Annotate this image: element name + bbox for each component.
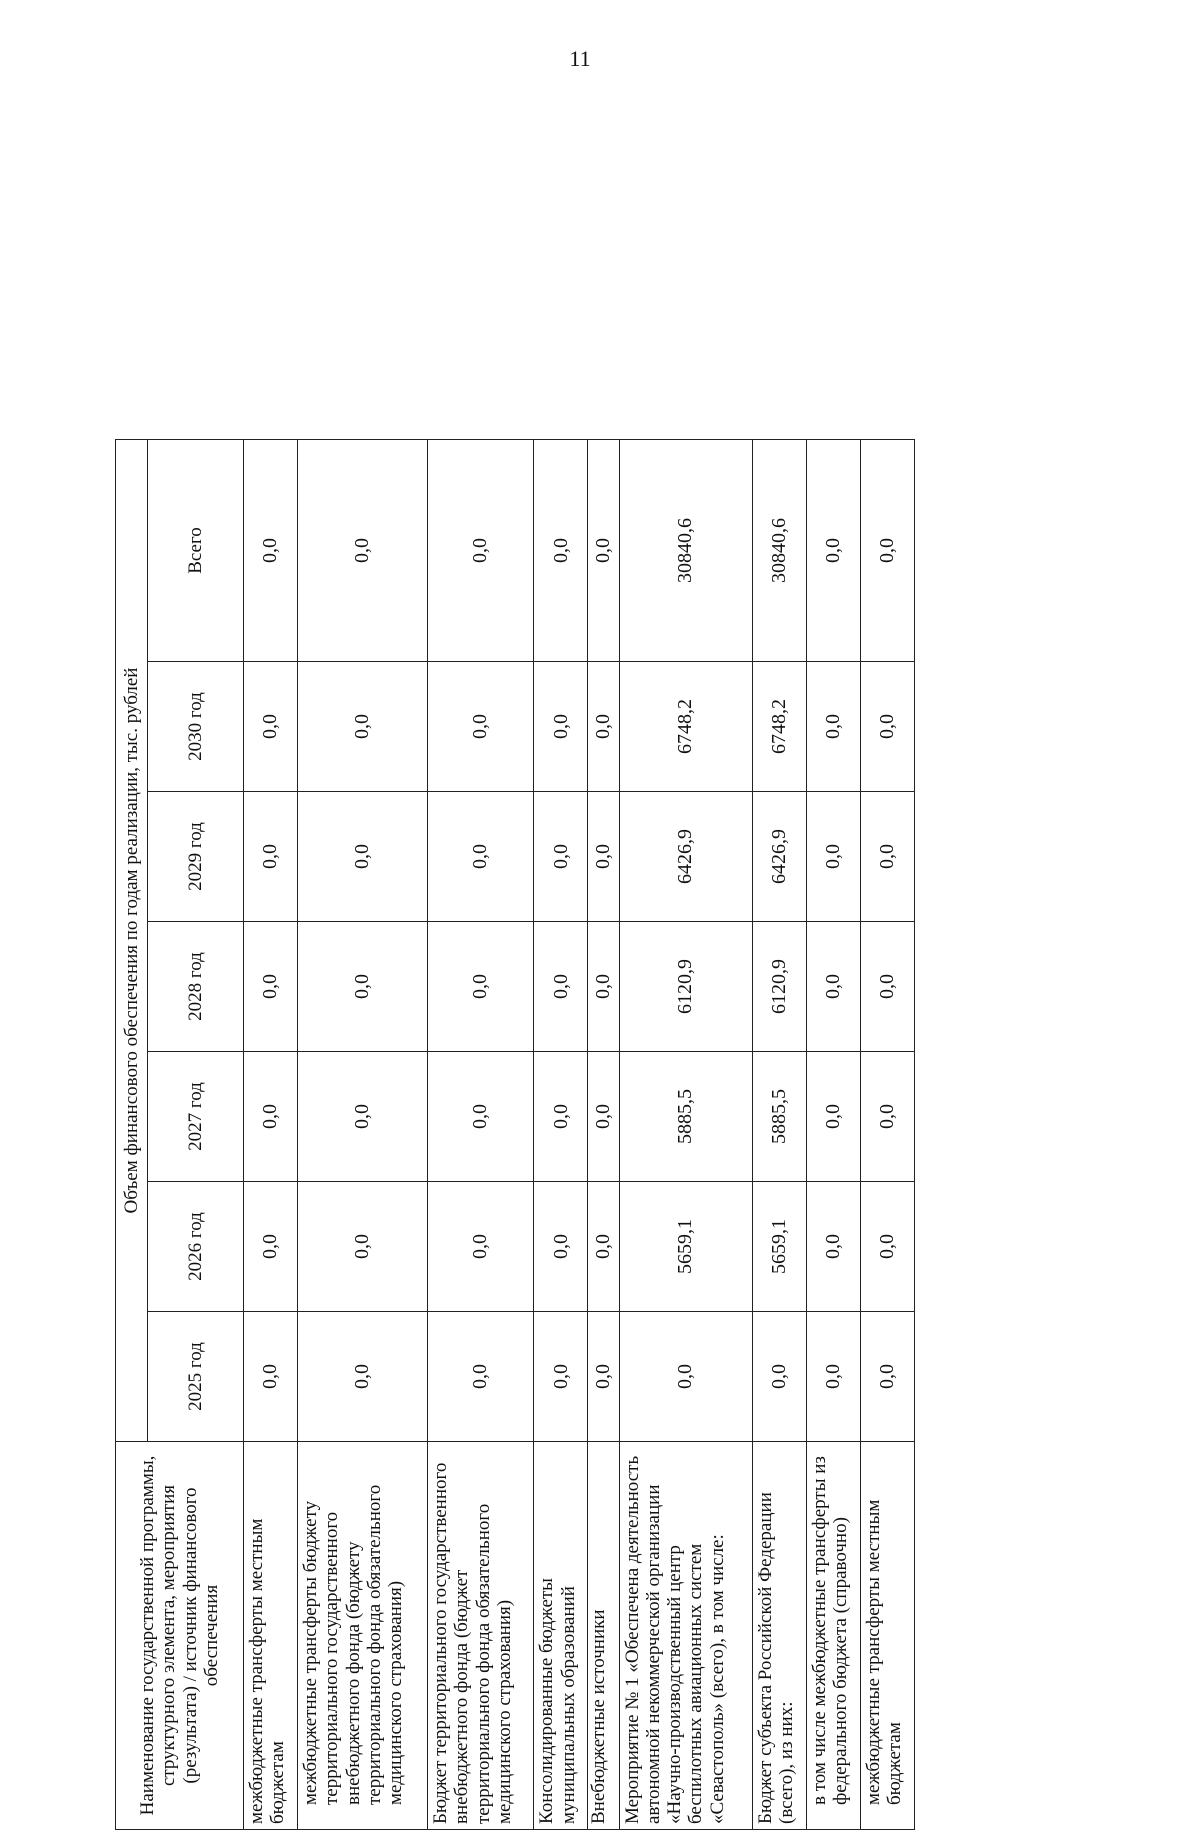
cell-value: 0,0 — [534, 440, 588, 662]
cell-value: 0,0 — [806, 1182, 860, 1312]
cell-value: 0,0 — [860, 792, 914, 922]
cell-value: 5659,1 — [619, 1182, 752, 1312]
page-number: 11 — [569, 46, 591, 71]
row-label: межбюджетные трансферты местным бюджетам — [244, 1442, 298, 1830]
cell-value: 0,0 — [619, 1312, 752, 1442]
table-row — [244, 440, 298, 1830]
cell-value: 0,0 — [298, 792, 428, 922]
cell-value: 0,0 — [428, 922, 534, 1052]
cell-value: 0,0 — [588, 1052, 619, 1182]
row-label: межбюджетные трансферты бюджету территориального государственного внебюджетного фонда (бюджету территориального фонда обязательного медицинского страхования) — [298, 1442, 428, 1830]
cell-value: 0,0 — [860, 922, 914, 1052]
cell-value: 30840,6 — [752, 440, 806, 662]
cell-value: 0,0 — [298, 1312, 428, 1442]
cell-value: 6748,2 — [752, 662, 806, 792]
cell-value: 0,0 — [534, 1182, 588, 1312]
header-year-2027: 2027 год — [148, 1052, 244, 1182]
cell-value: 0,0 — [244, 1182, 298, 1312]
header-year-2028: 2028 год — [148, 922, 244, 1052]
cell-value: 0,0 — [752, 1312, 806, 1442]
cell-value: 0,0 — [244, 922, 298, 1052]
table-row — [534, 440, 588, 1830]
header-year-2029: 2029 год — [148, 792, 244, 922]
cell-value: 6426,9 — [619, 792, 752, 922]
cell-value: 0,0 — [534, 1052, 588, 1182]
cell-value: 6426,9 — [752, 792, 806, 922]
cell-value: 0,0 — [244, 440, 298, 662]
cell-value: 0,0 — [428, 662, 534, 792]
cell-value: 0,0 — [534, 662, 588, 792]
row-label: Консолидированные бюджеты муниципальных образований — [534, 1442, 588, 1830]
table-row — [298, 440, 428, 1830]
financing-table-rotated — [115, 440, 915, 1830]
cell-value: 0,0 — [806, 662, 860, 792]
row-label: Бюджет территориального государственного внебюджетного фонда (бюджет территориального фонда обязательного медицинского страхования) — [428, 1442, 534, 1830]
financing-table — [115, 439, 915, 1830]
table-row — [588, 440, 619, 1830]
cell-value: 0,0 — [244, 792, 298, 922]
table-row — [752, 440, 806, 1830]
cell-value: 0,0 — [806, 440, 860, 662]
cell-value: 5659,1 — [752, 1182, 806, 1312]
table-row — [860, 440, 914, 1830]
header-total: Всего — [148, 440, 244, 662]
row-label: межбюджетные трансферты местным бюджетам — [860, 1442, 914, 1830]
cell-value: 0,0 — [428, 1312, 534, 1442]
cell-value: 0,0 — [806, 1312, 860, 1442]
cell-value: 0,0 — [534, 922, 588, 1052]
cell-value: 5885,5 — [752, 1052, 806, 1182]
cell-value: 0,0 — [806, 922, 860, 1052]
header-name: Наименование государственной программы, структурного элемента, мероприятия (результата) / источник финансового обеспечения — [116, 1442, 244, 1830]
cell-value: 0,0 — [588, 1312, 619, 1442]
header-group: Объем финансового обеспечения по годам реализации, тыс. рублей — [116, 440, 148, 1442]
cell-value: 0,0 — [428, 440, 534, 662]
row-label: Мероприятие № 1 «Обеспечена деятельность автономной некоммерческой организации «Научно-производственный центр беспилотных авиационных систем «Севастополь» (всего), в том числе: — [619, 1442, 752, 1830]
cell-value: 0,0 — [860, 440, 914, 662]
header-year-2030: 2030 год — [148, 662, 244, 792]
cell-value: 0,0 — [588, 662, 619, 792]
cell-value: 0,0 — [860, 1182, 914, 1312]
cell-value: 0,0 — [534, 1312, 588, 1442]
cell-value: 0,0 — [244, 1312, 298, 1442]
cell-value: 6120,9 — [752, 922, 806, 1052]
cell-value: 0,0 — [860, 1312, 914, 1442]
header-year-2026: 2026 год — [148, 1182, 244, 1312]
cell-value: 0,0 — [244, 1052, 298, 1182]
cell-value: 0,0 — [588, 440, 619, 662]
cell-value: 0,0 — [244, 662, 298, 792]
cell-value: 0,0 — [298, 440, 428, 662]
cell-value: 0,0 — [428, 792, 534, 922]
table-row — [428, 440, 534, 1830]
cell-value: 0,0 — [860, 662, 914, 792]
cell-value: 0,0 — [298, 1182, 428, 1312]
row-label: в том числе межбюджетные трансферты из федерального бюджета (справочно) — [806, 1442, 860, 1830]
header-year-2025: 2025 год — [148, 1312, 244, 1442]
cell-value: 0,0 — [806, 792, 860, 922]
cell-value: 6748,2 — [619, 662, 752, 792]
cell-value: 0,0 — [860, 1052, 914, 1182]
cell-value: 6120,9 — [619, 922, 752, 1052]
cell-value: 0,0 — [298, 662, 428, 792]
table-row — [619, 440, 752, 1830]
cell-value: 0,0 — [428, 1182, 534, 1312]
cell-value: 0,0 — [298, 1052, 428, 1182]
cell-value: 5885,5 — [619, 1052, 752, 1182]
cell-value: 0,0 — [588, 922, 619, 1052]
cell-value: 30840,6 — [619, 440, 752, 662]
cell-value: 0,0 — [588, 792, 619, 922]
cell-value: 0,0 — [534, 792, 588, 922]
table-row — [806, 440, 860, 1830]
cell-value: 0,0 — [428, 1052, 534, 1182]
cell-value: 0,0 — [806, 1052, 860, 1182]
row-label: Бюджет субъекта Российской Федерации (всего), из них: — [752, 1442, 806, 1830]
cell-value: 0,0 — [298, 922, 428, 1052]
cell-value: 0,0 — [588, 1182, 619, 1312]
row-label: Внебюджетные источники — [588, 1442, 619, 1830]
